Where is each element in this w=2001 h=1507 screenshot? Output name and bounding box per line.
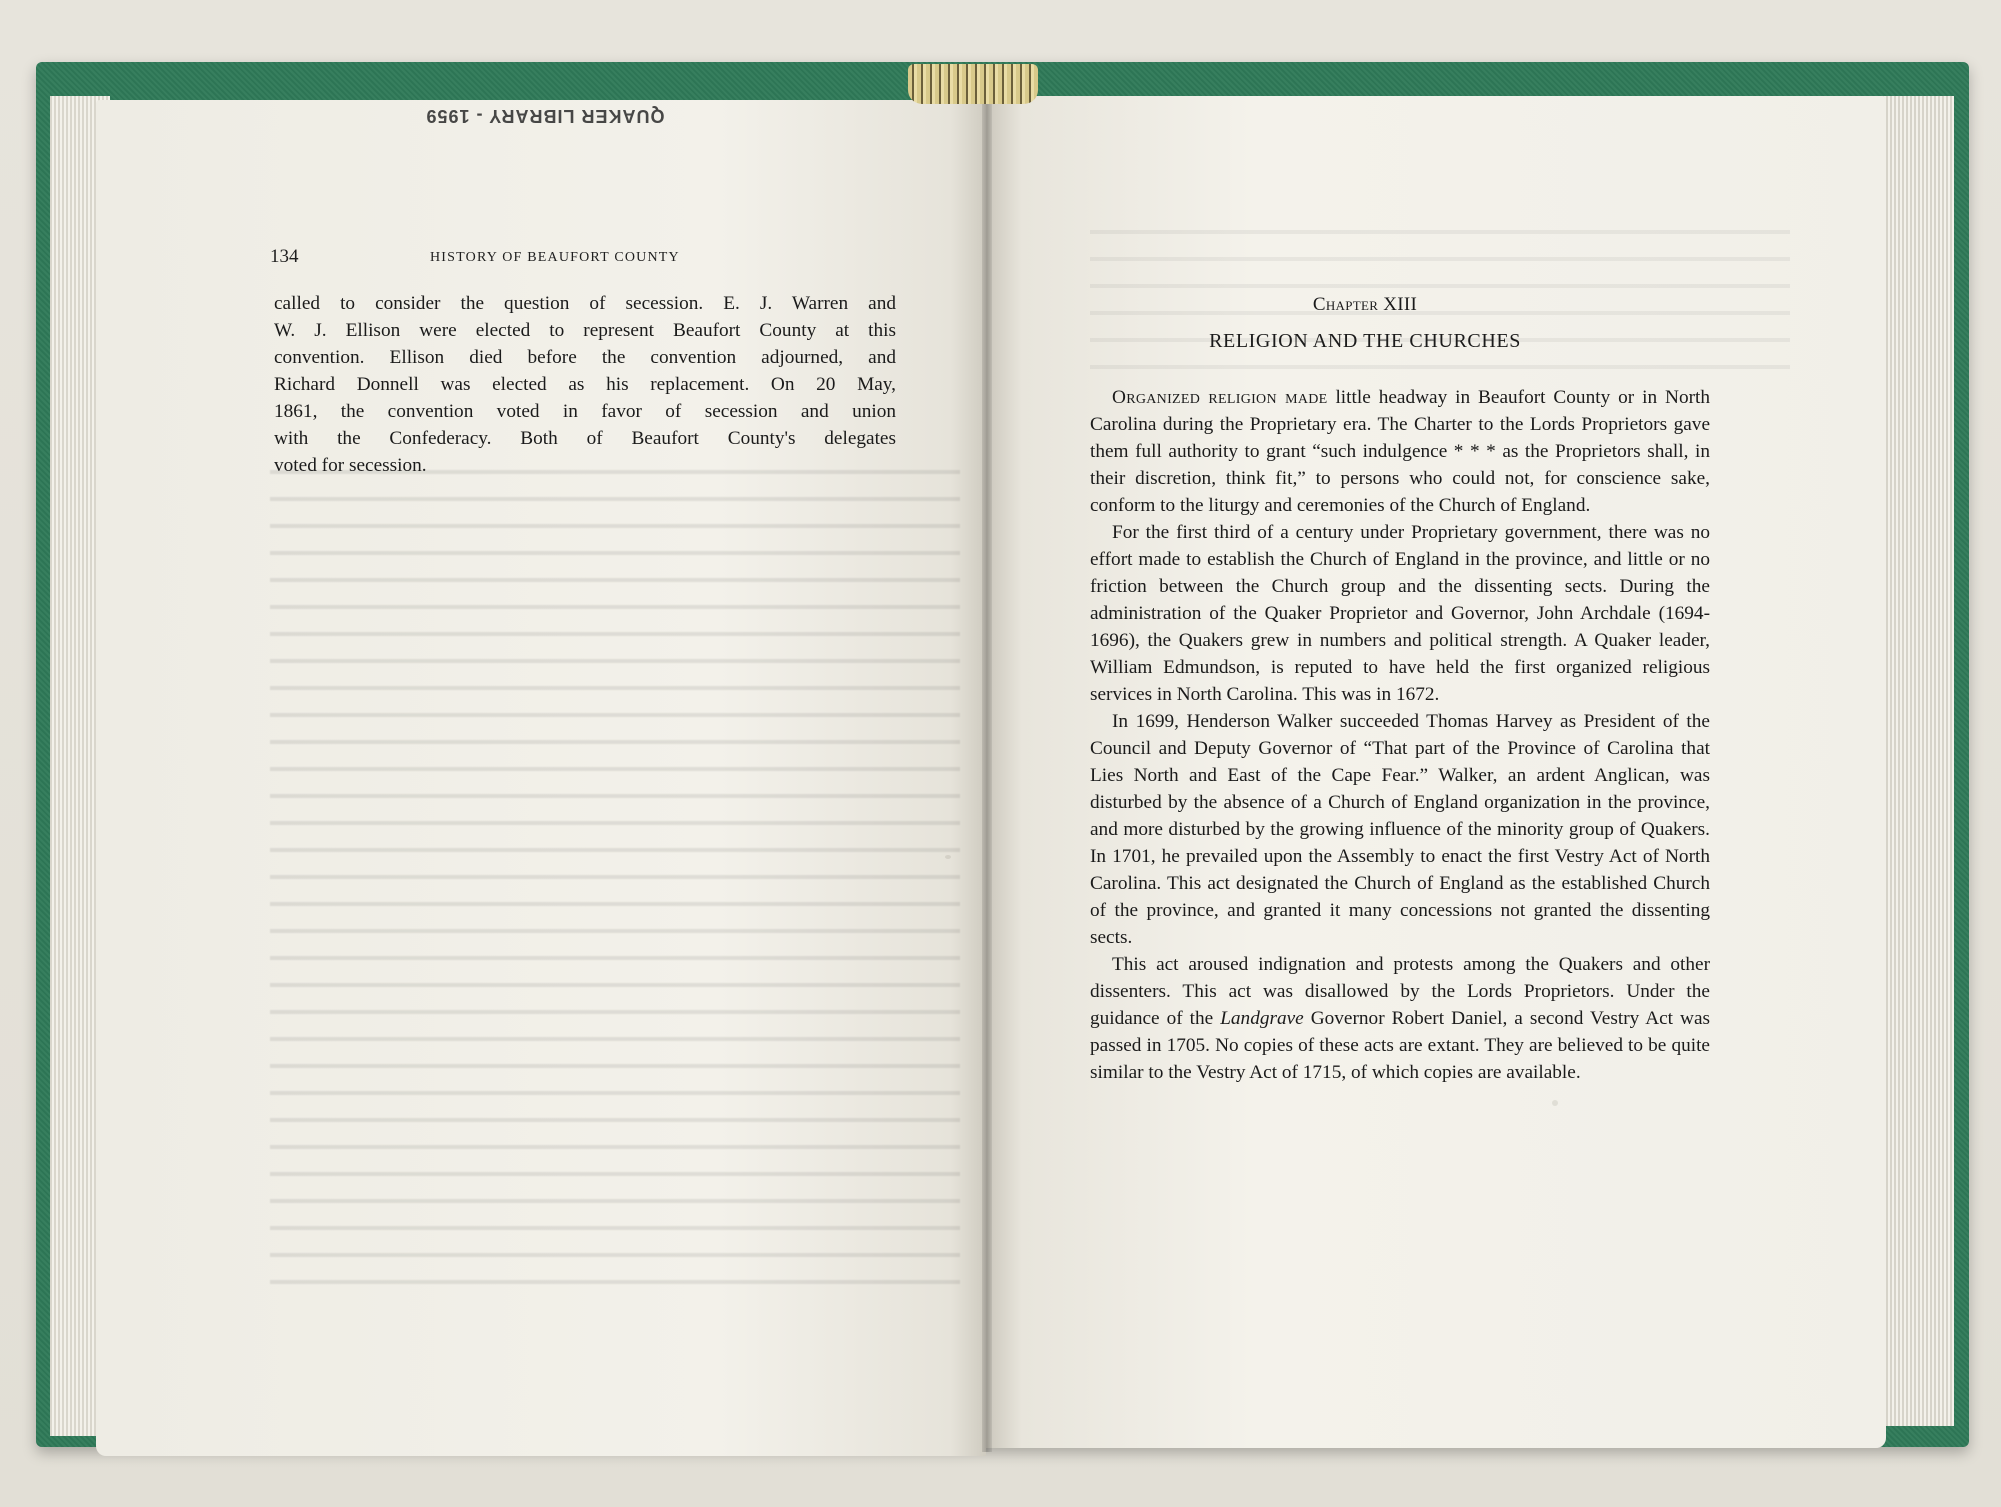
running-head — [270, 248, 830, 272]
right-page-body — [1090, 384, 1710, 1086]
text-line: called to consider the question of secession. E. J. Warren and — [274, 293, 896, 314]
chapter-label: Chapter XIII — [1312, 294, 1418, 315]
paragraph-1 — [1090, 384, 1710, 519]
page-mark — [1552, 1100, 1558, 1106]
page-edges-right — [1880, 96, 1954, 1426]
book-gutter — [982, 100, 992, 1452]
text-line: 1861, the convention voted in favor of secession and union — [274, 401, 896, 422]
paragraph-3: In 1699, Henderson Walker succeeded Thomas Harvey as President of the Council and Deputy Governor of “That part of the Province of Carolina that Lies North and East of the Cape Fear.” Walker, an ardent Anglican, was disturbed by the absence of a Church of England organization in the province, and more disturbed by the growing influence of the minority group of Quakers. In 1701, he prevailed upon the Assembly to enact the first Vestry Act of North Carolina. This act designated the Church of England as the established Church of the province, and granted it many concessions not granted the dissenting sects. — [1090, 711, 1710, 948]
text-line: voted for secession. — [274, 455, 427, 476]
paragraph-2: For the first third of a century under Proprietary government, there was no effort made to establish the Church of England in the province, and little or no friction between the Church group and the dissenting sects. During the administration of the Quaker Proprietor and Governor, John Archdale (1694-1696), the Quakers grew in numbers and political strength. A Quaker leader, William Edmundson, is reputed to have held the first organized religious services in North Carolina. This was in 1672. — [1090, 522, 1710, 705]
page-mark — [945, 855, 951, 859]
text-line: W. J. Ellison were elected to represent Beaufort County at this — [274, 320, 896, 341]
paragraph-4-text-a: This act aroused indignation and protests among the Quakers and other dissenters. This act was disallowed by the Lords Proprietors. Under the guidance of the — [1090, 954, 1710, 1029]
headband — [908, 64, 1038, 104]
paragraph-1-text: little headway in Beaufort County or in North Carolina during the Proprietary era. The Charter to the Lords Proprietors gave them full authority to grant “such indulgence * * * as the Proprietors shall, in their discretion, think fit,” to persons who could not, for conscience sake, conform to the liturgy and ceremonies of the Church of England. — [1090, 387, 1711, 516]
opening-small-caps: Organized religion made — [1112, 387, 1328, 408]
running-head-title: HISTORY OF BEAUFORT COUNTY — [430, 250, 680, 265]
show-through-text — [270, 470, 960, 1290]
landgrave-italic: Landgrave — [1220, 1008, 1304, 1029]
paragraph-4-text-b: Governor Robert Daniel, a second Vestry Act was passed in 1705. No copies of these acts are extant. They are believed to be quite similar to the Vestry Act of 1715, of which copies are available. — [1090, 1008, 1711, 1083]
chapter-title: RELIGION AND THE CHURCHES — [1209, 330, 1521, 352]
left-page-body — [274, 290, 896, 479]
text-line: convention. Ellison died before the convention adjourned, and — [274, 347, 896, 368]
text-line: Richard Donnell was elected as his replacement. On 20 May, — [274, 374, 896, 395]
page-number: 134 — [270, 246, 299, 267]
text-line: with the Confederacy. Both of Beaufort County's delegates — [274, 428, 896, 449]
library-stamp: QUAKER LIBRARY - 1959 — [425, 106, 665, 126]
paragraph-4 — [1090, 951, 1710, 1086]
